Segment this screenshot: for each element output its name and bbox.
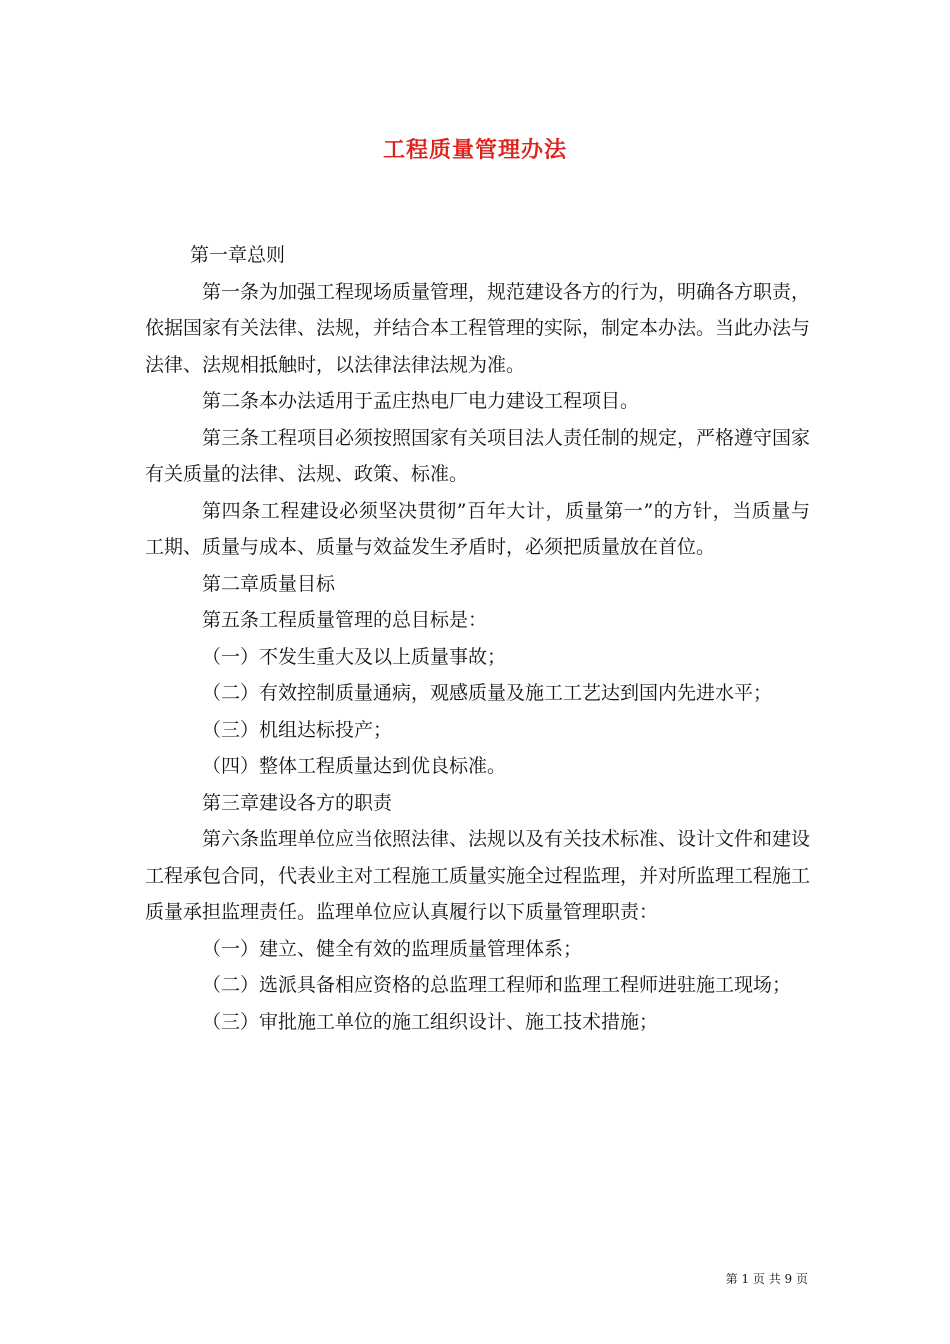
article-paragraph: 第一条为加强工程现场质量管理，规范建设各方的行为，明确各方职责，依据国家有关法律、法规，并结合本工程管理的实际，制定本办法。当此办法与法律、法规相抵触时，以法律法律法规为准。 <box>145 280 811 376</box>
document-body <box>145 237 810 1040</box>
chapter-heading: 第三章建设各方的职责 <box>202 791 393 814</box>
article-paragraph: 第二条本办法适用于孟庄热电厂电力建设工程项目。 <box>202 390 640 412</box>
chapter-heading: 第二章质量目标 <box>202 572 336 595</box>
document-title: 工程质量管理办法 <box>382 137 567 163</box>
list-item: （二）选派具备相应资格的总监理工程师和监理工程师进驻施工现场； <box>202 974 792 996</box>
list-item: （二）有效控制质量通病，观感质量及施工工艺达到国内先进水平； <box>202 682 773 704</box>
list-item: （四）整体工程质量达到优良标准。 <box>202 755 507 777</box>
page-number: 第 1 页 共 9 页 <box>725 1272 808 1286</box>
article-paragraph: 第六条监理单位应当依照法律、法规以及有关技术标准、设计文件和建设工程承包合同，代表业主对工程施工质量实施全过程监理，并对所监理工程施工质量承担监理责任。监理单位应认真履行以下质量管理职责： <box>145 828 811 923</box>
article-paragraph: 第四条工程建设必须坚决贯彻”百年大计，质量第一”的方针，当质量与工期、质量与成本、质量与效益发生矛盾时，必须把质量放在首位。 <box>145 499 810 558</box>
list-item: （一）不发生重大及以上质量事故； <box>202 645 507 668</box>
chapter-heading: 第一章总则 <box>190 244 286 266</box>
article-paragraph: 第五条工程质量管理的总目标是： <box>202 609 488 631</box>
list-item: （一）建立、健全有效的监理质量管理体系； <box>202 937 583 960</box>
list-item: （三）机组达标投产； <box>202 718 393 741</box>
list-item: （三）审批施工单位的施工组织设计、施工技术措施； <box>202 1010 659 1033</box>
article-paragraph: 第三条工程项目必须按照国家有关项目法人责任制的规定，严格遵守国家有关质量的法律、法规、政策、标准。 <box>145 426 811 485</box>
